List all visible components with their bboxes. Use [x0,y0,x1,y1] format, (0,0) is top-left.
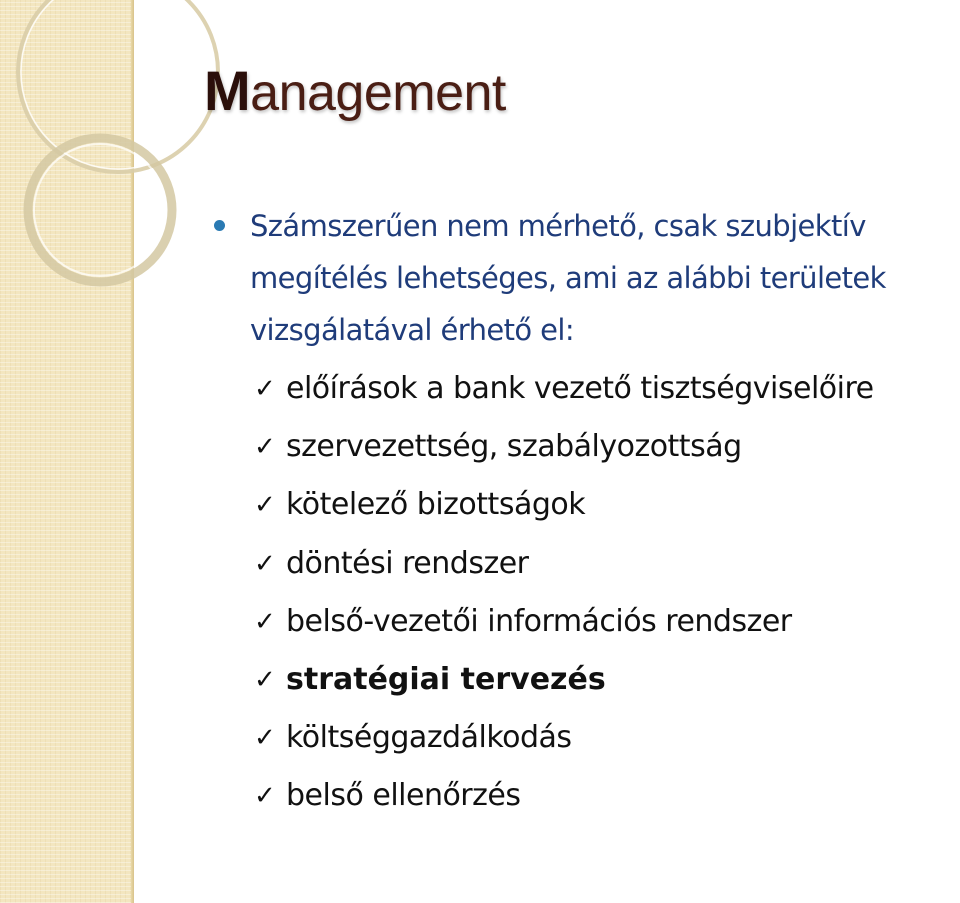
check-icon: ✓ [254,781,276,812]
list-item-label: belső-vezetői információs rendszer [286,603,792,639]
list-item [254,360,874,418]
decorative-circle-small [28,138,172,282]
list-item-label: döntési rendszer [286,545,529,581]
check-icon: ✓ [254,432,276,463]
check-icon: ✓ [254,665,276,696]
main-bullet [214,200,944,356]
main-bullet-text: Számszerűen nem mérhető, csak szubjektív megítélés lehetséges, ami az alábbi területek vizsgálatával érhető el: [250,209,886,347]
check-icon: ✓ [254,374,276,405]
check-icon: ✓ [254,490,276,521]
list-item [254,418,874,476]
list-item [254,593,874,651]
title-rest: anagement [250,64,506,122]
title-first-letter: M [204,59,251,122]
list-item-label: belső ellenőrzés [286,778,521,814]
list-item [254,767,874,825]
dot-bullet-icon [214,220,225,231]
list-item-label: előírások a bank vezető tisztségviselőire [286,371,874,407]
list-item-label: költséggazdálkodás [286,720,572,756]
check-icon: ✓ [254,723,276,754]
list-item-label: szervezettség, szabályozottság [286,429,742,465]
list-item [254,651,874,709]
list-item [254,535,874,593]
list-item [254,709,874,767]
check-list [254,360,874,826]
list-item [254,476,874,534]
check-icon: ✓ [254,548,276,579]
list-item-label: stratégiai tervezés [286,662,606,698]
page-title [204,58,506,123]
list-item-label: kötelező bizottságok [286,487,586,523]
check-icon: ✓ [254,606,276,637]
